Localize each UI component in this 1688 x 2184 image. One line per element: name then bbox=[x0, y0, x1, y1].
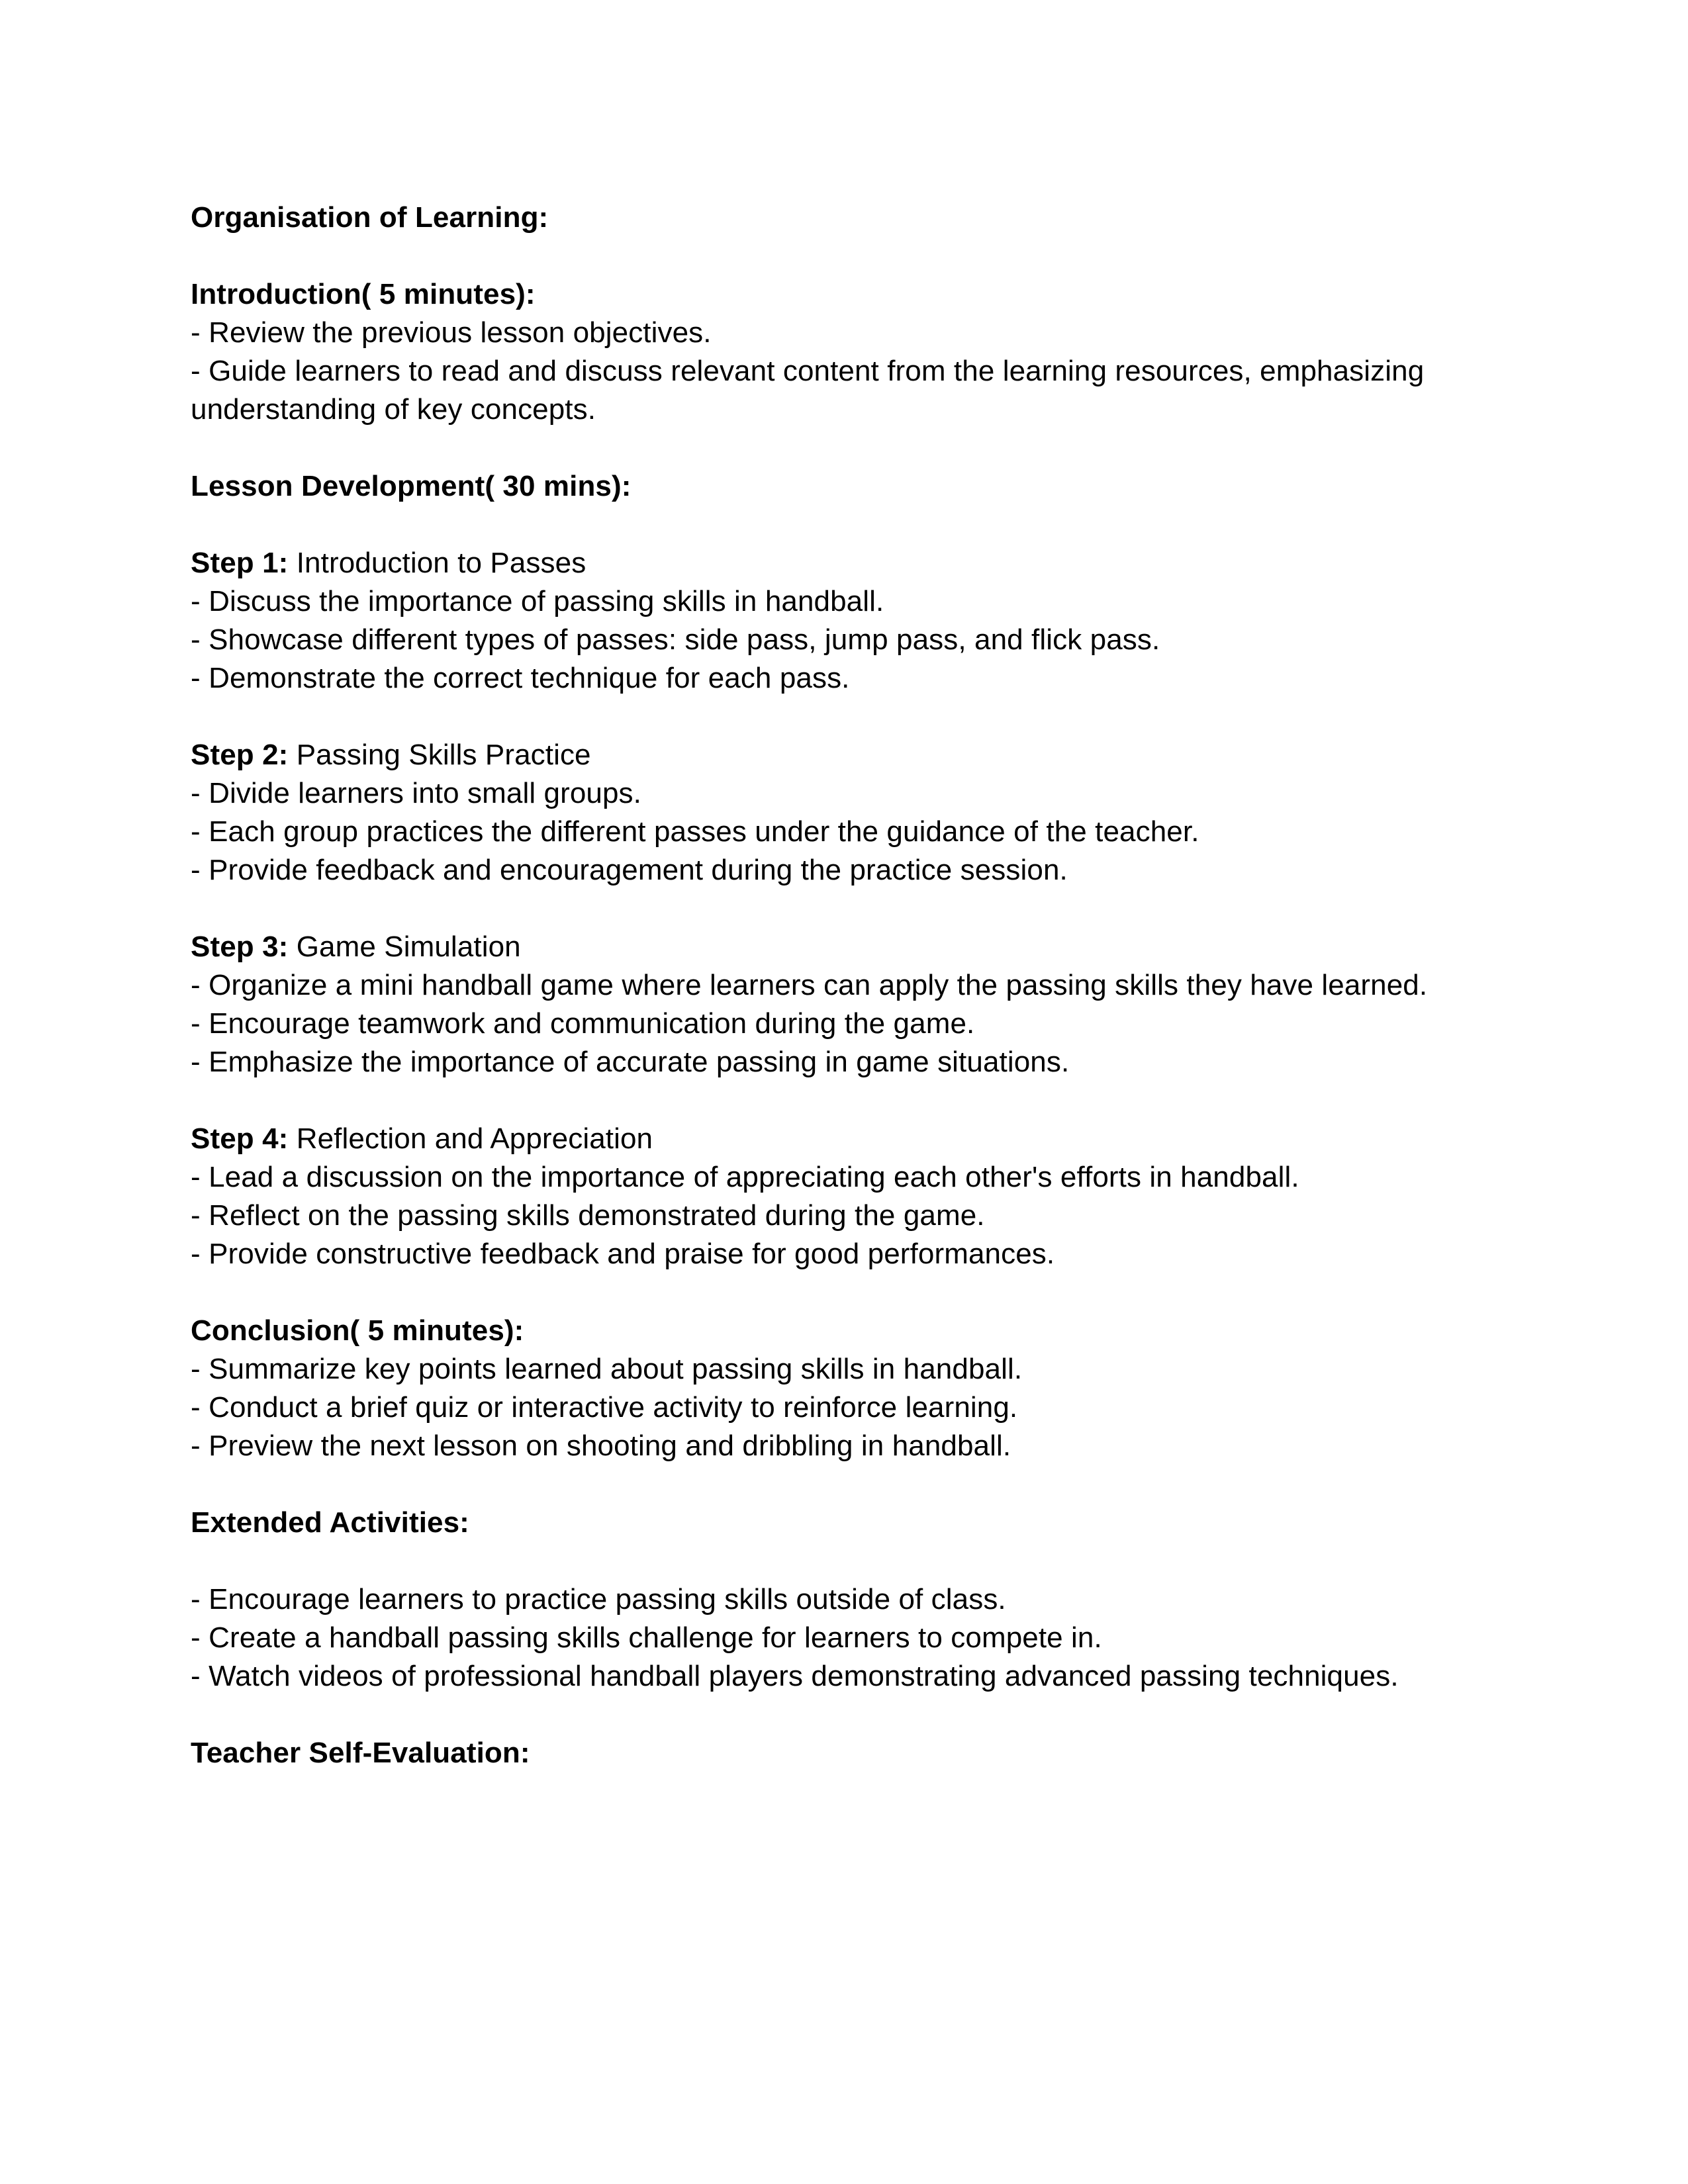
step-title: Reflection and Appreciation bbox=[288, 1122, 653, 1155]
list-item: - Summarize key points learned about passing skills in handball. bbox=[191, 1353, 1023, 1385]
list-item: - Emphasize the importance of accurate passing in game situations. bbox=[191, 1046, 1070, 1078]
section-heading-introduction: Introduction( 5 minutes): bbox=[191, 278, 536, 310]
section-step-1 bbox=[191, 544, 1472, 698]
step-label: Step 1: bbox=[191, 547, 289, 579]
section-heading-extended-activities: Extended Activities: bbox=[191, 1506, 469, 1539]
section-teacher-self-evaluation bbox=[191, 1734, 1472, 1772]
step-heading bbox=[191, 1120, 1472, 1158]
section-step-4 bbox=[191, 1120, 1472, 1273]
step-heading bbox=[191, 928, 1472, 966]
section-conclusion bbox=[191, 1312, 1472, 1465]
step-title: Passing Skills Practice bbox=[288, 739, 591, 771]
section-organisation-of-learning bbox=[191, 199, 1472, 237]
section-step-2 bbox=[191, 736, 1472, 889]
section-heading-conclusion: Conclusion( 5 minutes): bbox=[191, 1314, 524, 1347]
step-label: Step 3: bbox=[191, 931, 289, 963]
section-heading-teacher-self-evaluation: Teacher Self-Evaluation: bbox=[191, 1737, 530, 1769]
section-step-3 bbox=[191, 928, 1472, 1081]
list-item: - Provide constructive feedback and praise for good performances. bbox=[191, 1238, 1055, 1270]
step-title: Introduction to Passes bbox=[288, 547, 586, 579]
list-item: - Review the previous lesson objectives. bbox=[191, 316, 712, 349]
list-item: - Organize a mini handball game where learners can apply the passing skills they have learned. bbox=[191, 969, 1428, 1001]
section-extended-activities bbox=[191, 1504, 1472, 1542]
section-extended-activities-items bbox=[191, 1580, 1472, 1696]
list-item: - Divide learners into small groups. bbox=[191, 777, 641, 809]
step-title: Game Simulation bbox=[288, 931, 521, 963]
list-item: - Discuss the importance of passing skills in handball. bbox=[191, 585, 884, 617]
step-heading bbox=[191, 544, 1472, 582]
list-item: - Provide feedback and encouragement during the practice session. bbox=[191, 854, 1068, 886]
list-item: - Showcase different types of passes: side pass, jump pass, and flick pass. bbox=[191, 623, 1160, 656]
list-item: - Create a handball passing skills challenge for learners to compete in. bbox=[191, 1621, 1102, 1654]
list-item: - Encourage learners to practice passing skills outside of class. bbox=[191, 1583, 1006, 1615]
section-heading-lesson-development: Lesson Development( 30 mins): bbox=[191, 470, 632, 502]
section-introduction bbox=[191, 275, 1472, 429]
step-label: Step 4: bbox=[191, 1122, 289, 1155]
step-label: Step 2: bbox=[191, 739, 289, 771]
list-item: - Reflect on the passing skills demonstrated during the game. bbox=[191, 1199, 985, 1232]
list-item: - Guide learners to read and discuss relevant content from the learning resources, emphasizing understanding of key concepts. bbox=[191, 355, 1425, 426]
list-item: - Encourage teamwork and communication during the game. bbox=[191, 1007, 975, 1040]
list-item: - Watch videos of professional handball players demonstrating advanced passing techniques. bbox=[191, 1660, 1399, 1692]
section-lesson-development bbox=[191, 467, 1472, 506]
document-body bbox=[191, 199, 1472, 1772]
list-item: - Each group practices the different passes under the guidance of the teacher. bbox=[191, 815, 1199, 848]
list-item: - Demonstrate the correct technique for each pass. bbox=[191, 662, 850, 694]
list-item: - Conduct a brief quiz or interactive activity to reinforce learning. bbox=[191, 1391, 1018, 1424]
step-heading bbox=[191, 736, 1472, 774]
page-title: Organisation of Learning: bbox=[191, 201, 549, 234]
list-item: - Lead a discussion on the importance of appreciating each other's efforts in handball. bbox=[191, 1161, 1299, 1193]
list-item: - Preview the next lesson on shooting and dribbling in handball. bbox=[191, 1430, 1011, 1462]
